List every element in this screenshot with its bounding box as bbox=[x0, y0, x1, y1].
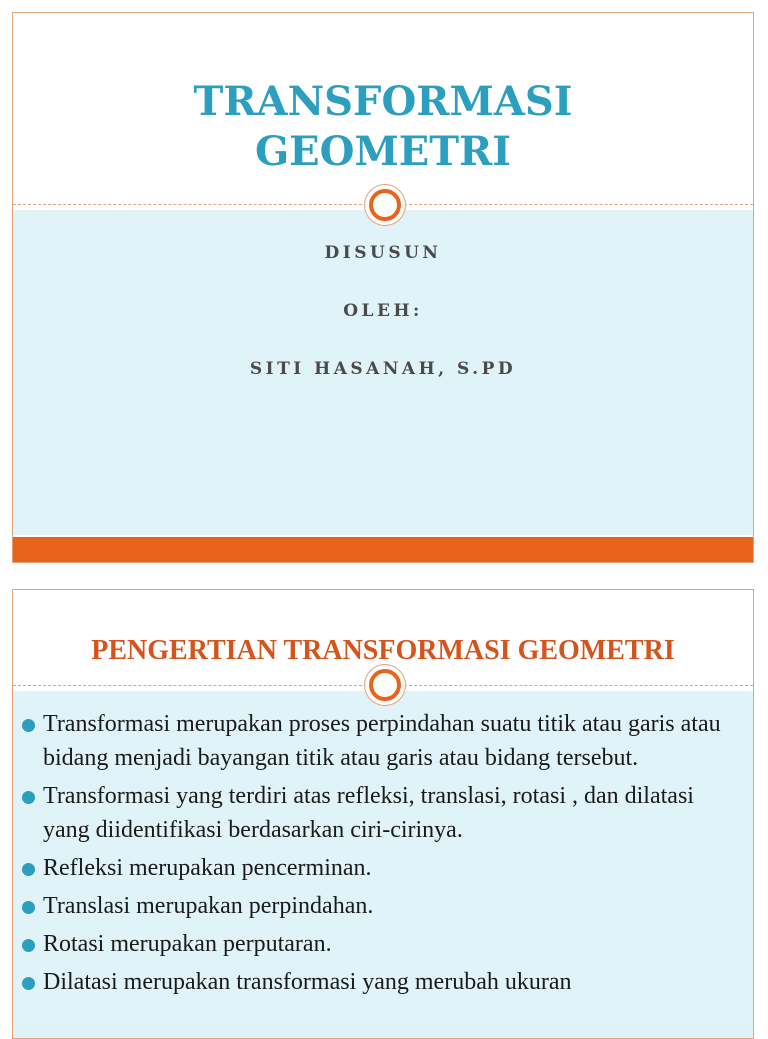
list-item bbox=[20, 779, 730, 847]
subtitle-disusun: DISUSUN bbox=[324, 243, 442, 263]
ring-ornament-icon bbox=[369, 669, 401, 701]
title-slide bbox=[12, 12, 754, 563]
list-item bbox=[20, 965, 730, 999]
slide-title bbox=[13, 77, 753, 177]
list-item bbox=[20, 889, 730, 923]
bullet-icon bbox=[22, 901, 35, 914]
list-item bbox=[20, 927, 730, 961]
list-item bbox=[20, 851, 730, 885]
bullet-text: Refleksi merupakan pencerminan. bbox=[43, 855, 372, 881]
bullet-icon bbox=[22, 977, 35, 990]
footer-accent-bar bbox=[13, 537, 753, 563]
bullet-list bbox=[20, 707, 730, 1003]
bullet-icon bbox=[22, 719, 35, 732]
slide-title-line-2: GEOMETRI bbox=[255, 128, 511, 175]
subtitle-oleh: OLEH: bbox=[343, 301, 423, 321]
slide-title-line-1: TRANSFORMASI bbox=[193, 78, 573, 125]
bullet-text: Dilatasi merupakan transformasi yang merubah ukuran bbox=[43, 969, 572, 995]
section-title: PENGERTIAN TRANSFORMASI GEOMETRI bbox=[91, 635, 675, 666]
list-item bbox=[20, 707, 730, 775]
bullet-text: Rotasi merupakan perputaran. bbox=[43, 931, 332, 957]
ring-ornament-icon bbox=[369, 189, 401, 221]
bullet-icon bbox=[22, 791, 35, 804]
bullet-icon bbox=[22, 939, 35, 952]
bullet-icon bbox=[22, 863, 35, 876]
bullet-text: Transformasi merupakan proses perpindahan suatu titik atau garis atau bidang menjadi bayangan titik atau garis atau bidang tersebut. bbox=[43, 711, 721, 771]
bullet-text: Transformasi yang terdiri atas refleksi, translasi, rotasi , dan dilatasi yang diidentifikasi berdasarkan ciri-cirinya. bbox=[43, 783, 694, 843]
bullet-text: Translasi merupakan perpindahan. bbox=[43, 893, 374, 919]
author-name: SITI HASANAH, S.PD bbox=[249, 359, 517, 379]
title-area bbox=[13, 13, 753, 203]
